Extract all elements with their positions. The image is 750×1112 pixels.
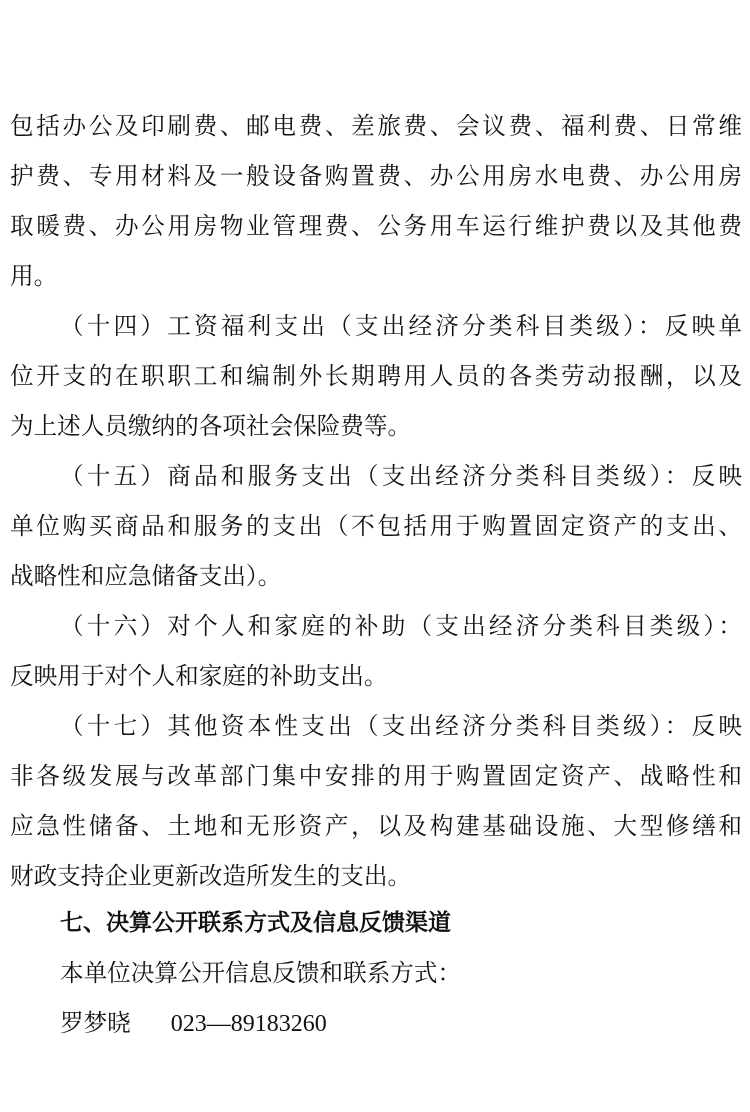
paragraph-line: 为上述人员缴纳的各项社会保险费等。 [10, 412, 412, 440]
paragraph-line: 财政支持企业更新改造所发生的支出。 [10, 862, 412, 890]
paragraph-line: 反映用于对个人和家庭的补助支出。 [10, 662, 388, 690]
section-heading: 七、决算公开联系方式及信息反馈渠道 [60, 910, 451, 936]
paragraph-line: 应急性储备、土地和无形资产，以及构建基础设施、大型修缮和 [10, 812, 742, 840]
paragraph-line: 用。 [10, 262, 58, 290]
paragraph-line: 取暖费、办公用房物业管理费、公务用车运行维护费以及其他费 [10, 212, 742, 240]
contact-intro: 本单位决算公开信息反馈和联系方式： [60, 959, 462, 987]
paragraph-line: （十五）商品和服务支出（支出经济分类科目类级）：反映 [60, 462, 742, 490]
contact-line [60, 1007, 327, 1039]
paragraph-line: 包括办公及印刷费、邮电费、差旅费、会议费、福利费、日常维 [10, 112, 742, 140]
paragraph-line: （十六）对个人和家庭的补助（支出经济分类科目类级）： [60, 612, 742, 640]
paragraph-line: 非各级发展与改革部门集中安排的用于购置固定资产、战略性和 [10, 762, 742, 790]
contact-name: 罗梦晓 [60, 1009, 131, 1037]
paragraph-line: 单位购买商品和服务的支出（不包括用于购置固定资产的支出、 [10, 512, 742, 540]
contact-phone: 023—89183260 [170, 1011, 327, 1037]
paragraph-line: （十七）其他资本性支出（支出经济分类科目类级）：反映 [60, 712, 742, 740]
paragraph-line: 战略性和应急储备支出）。 [10, 562, 282, 590]
paragraph-line: 位开支的在职职工和编制外长期聘用人员的各类劳动报酬，以及 [10, 362, 742, 390]
paragraph-line: （十四）工资福利支出（支出经济分类科目类级）：反映单 [60, 312, 742, 340]
paragraph-line: 护费、专用材料及一般设备购置费、办公用房水电费、办公用房 [10, 162, 742, 190]
